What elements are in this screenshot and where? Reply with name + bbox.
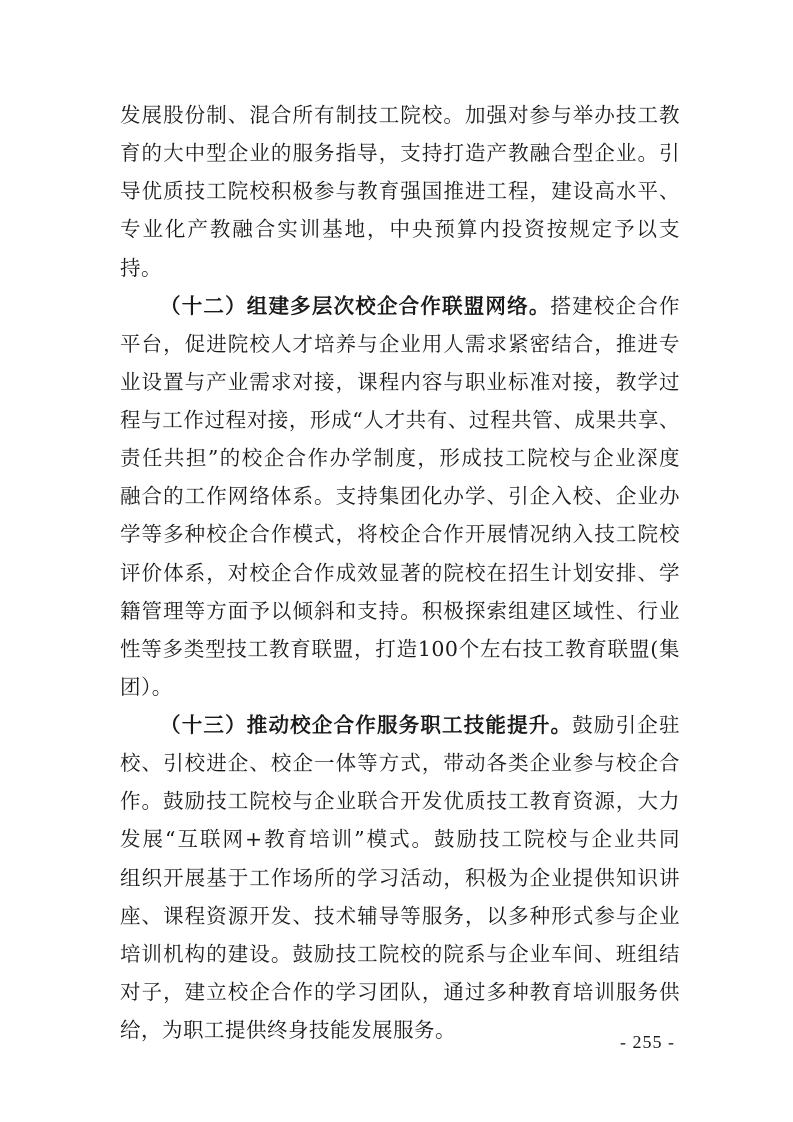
paragraph-3-first-line — [160, 710, 680, 740]
section-13-heading: （十三）推动校企合作服务职工技能提升。 — [160, 713, 573, 737]
paragraph-2-first-line-rest: 搭建校企合作 — [550, 294, 681, 318]
paragraph-2-line-8: 评价体系，对校企合作成效显著的院校在招生计划安排、学 — [120, 561, 680, 585]
paragraph-3-line-2: 校、引校进企、校企一体等方式，带动各类企业参与校企合 — [120, 751, 680, 775]
paragraph-1-line-4: 专业化产教融合实训基地，中央预算内投资按规定予以支 — [120, 217, 680, 241]
paragraph-2-line-2: 平台，促进院校人才培养与企业用人需求紧密结合，推进专 — [120, 332, 680, 356]
paragraph-2-line-9: 籍管理等方面予以倾斜和支持。积极探索组建区域性、行业 — [120, 599, 680, 623]
paragraph-1-line-5: 持。 — [120, 256, 162, 280]
paragraph-2-line-3: 业设置与产业需求对接，课程内容与职业标准对接，教学过 — [120, 370, 680, 394]
paragraph-2-line-5: 责任共担”的校企合作办学制度，形成技工院校与企业深度 — [120, 446, 680, 470]
paragraph-2-line-10: 性等多类型技工教育联盟，打造100个左右技工教育联盟(集 — [120, 637, 680, 661]
paragraph-2-line-4: 程与工作过程对接，形成“人才共有、过程共管、成果共享、 — [120, 408, 680, 432]
paragraph-2-first-line — [160, 291, 680, 321]
paragraph-3-line-3: 作。鼓励技工院校与企业联合开发优质技工教育资源，大力 — [120, 789, 680, 813]
paragraph-3-line-5: 组织开展基于工作场所的学习活动，积极为企业提供知识讲 — [120, 866, 680, 890]
page-number: - 255 - — [620, 1032, 675, 1052]
section-12-heading: （十二）组建多层次校企合作联盟网络。 — [160, 294, 551, 318]
paragraph-2-line-6: 融合的工作网络体系。支持集团化办学、引企入校、企业办 — [120, 484, 680, 508]
paragraph-3-line-8: 对子，建立校企合作的学习团队，通过多种教育培训服务供 — [120, 980, 680, 1004]
paragraph-3-first-line-rest: 鼓励引企驻 — [572, 713, 681, 737]
paragraph-1-line-3: 导优质技工院校积极参与教育强国推进工程，建设高水平、 — [120, 179, 680, 203]
paragraph-3-line-4: 发展“互联网+教育培训”模式。鼓励技工院校与企业共同 — [120, 827, 680, 851]
paragraph-1-line-1: 发展股份制、混合所有制技工院校。加强对参与举办技工教 — [120, 103, 680, 127]
paragraph-2-line-7: 学等多种校企合作模式，将校企合作开展情况纳入技工院校 — [120, 522, 680, 546]
paragraph-3-line-6: 座、课程资源开发、技术辅导等服务，以多种形式参与企业 — [120, 904, 680, 928]
paragraph-2-line-11: 团）。 — [120, 675, 173, 699]
paragraph-1-line-2: 育的大中型企业的服务指导，支持打造产教融合型企业。引 — [120, 141, 680, 165]
paragraph-3-line-9: 给，为职工提供终身技能发展服务。 — [120, 1018, 456, 1042]
paragraph-3-line-7: 培训机构的建设。鼓励技工院校的院系与企业车间、班组结 — [120, 942, 680, 966]
